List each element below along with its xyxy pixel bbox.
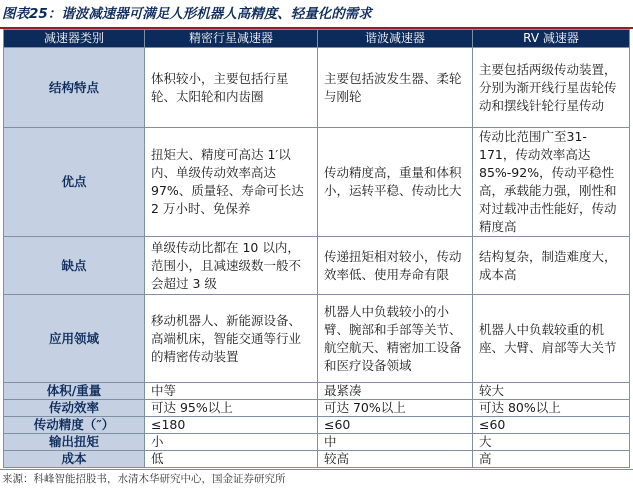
header-category: 减速器类别 [4, 30, 145, 48]
table-row [4, 295, 630, 383]
cell-rv-torque: 大 [473, 434, 630, 451]
cell-harmonic-precision: ≤60 [318, 417, 473, 434]
cell-rv-disadvantages: 结构复杂，制造难度大，成本高 [473, 237, 630, 295]
table-row [4, 451, 630, 468]
comparison-table [3, 29, 630, 468]
table-row [4, 434, 630, 451]
table-row [4, 48, 630, 128]
row-label-efficiency: 传动效率 [4, 400, 145, 417]
cell-rv-size-weight: 较大 [473, 383, 630, 400]
cell-planetary-structure: 体积较小，主要包括行星轮、太阳轮和内齿圈 [145, 48, 318, 128]
cell-harmonic-applications: 机器人中负载较小的小臂、腕部和手部等关节、航空航天、精密加工设备和医疗设备领域 [318, 295, 473, 383]
cell-harmonic-disadvantages: 传递扭矩相对较小，传动效率低、使用寿命有限 [318, 237, 473, 295]
row-label-structure: 结构特点 [4, 48, 145, 128]
table-row [4, 383, 630, 400]
row-label-applications: 应用领域 [4, 295, 145, 383]
source-note: 来源：科峰智能招股书，水清木华研究中心，国金证券研究所 [2, 473, 286, 485]
row-label-cost: 成本 [4, 451, 145, 468]
cell-rv-efficiency: 可达 80%以上 [473, 400, 630, 417]
cell-planetary-torque: 小 [145, 434, 318, 451]
row-label-precision: 传动精度（″） [4, 417, 145, 434]
cell-planetary-applications: 移动机器人、新能源设备、高端机床，智能交通等行业的精密传动装置 [145, 295, 318, 383]
cell-planetary-precision: ≤180 [145, 417, 318, 434]
cell-planetary-efficiency: 可达 95%以上 [145, 400, 318, 417]
table-row [4, 128, 630, 237]
source-rule [0, 469, 633, 470]
cell-rv-advantages: 传动比范围广至31-171，传动效率高达 85%-92%，传动平稳性高，承载能力强，刚性和对过载冲击性能好，传动精度高 [473, 128, 630, 237]
cell-rv-structure: 主要包括两级传动装置，分别为渐开线行星齿轮传动和摆线针轮行星传动 [473, 48, 630, 128]
header-harmonic: 谐波减速器 [318, 30, 473, 48]
cell-planetary-disadvantages: 单级传动比都在 10 以内，范围小，且减速级数一般不会超过 3 级 [145, 237, 318, 295]
cell-planetary-advantages: 扭矩大、精度可高达 1′以内、单级传动效率高达97%、质量轻、寿命可长达 2 万小时、免保养 [145, 128, 318, 237]
table-row [4, 400, 630, 417]
figure-title: 图表25：谐波减速器可满足人形机器人高精度、轻量化的需求 [2, 6, 372, 22]
cell-planetary-size-weight: 中等 [145, 383, 318, 400]
header-planetary: 精密行星减速器 [145, 30, 318, 48]
cell-harmonic-structure: 主要包括波发生器、柔轮与刚轮 [318, 48, 473, 128]
table-row [4, 417, 630, 434]
cell-rv-applications: 机器人中负载较重的机座、大臂、肩部等大关节 [473, 295, 630, 383]
cell-rv-precision: ≤60 [473, 417, 630, 434]
cell-rv-cost: 高 [473, 451, 630, 468]
row-label-torque: 输出扭矩 [4, 434, 145, 451]
cell-harmonic-torque: 中 [318, 434, 473, 451]
cell-harmonic-cost: 较高 [318, 451, 473, 468]
cell-harmonic-advantages: 传动精度高，重量和体积小，运转平稳、传动比大 [318, 128, 473, 237]
header-rv: RV 减速器 [473, 30, 630, 48]
cell-harmonic-size-weight: 最紧凑 [318, 383, 473, 400]
row-label-advantages: 优点 [4, 128, 145, 237]
table-row [4, 237, 630, 295]
header-row [4, 30, 630, 48]
row-label-disadvantages: 缺点 [4, 237, 145, 295]
cell-planetary-cost: 低 [145, 451, 318, 468]
row-label-size-weight: 体积/重量 [4, 383, 145, 400]
cell-harmonic-efficiency: 可达 70%以上 [318, 400, 473, 417]
